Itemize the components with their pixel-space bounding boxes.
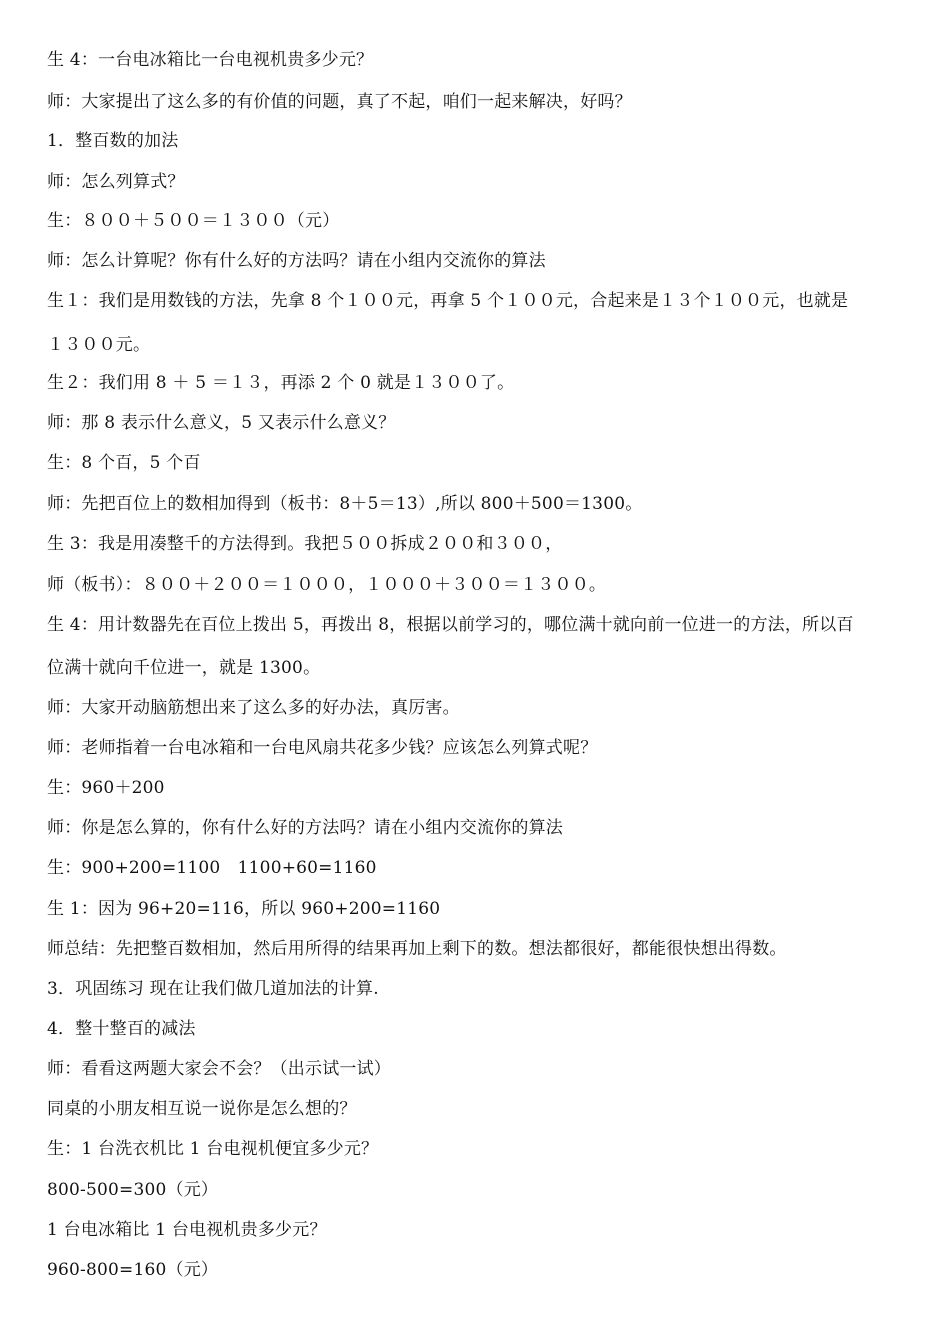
- text-line: 师：那 8 表示什么意义，5 又表示什么意义？: [47, 413, 396, 433]
- text-line: １３００元。: [47, 335, 151, 355]
- text-line: 师：怎么计算呢？你有什么好的方法吗？请在小组内交流你的算法: [47, 251, 546, 271]
- text-line: 生：960＋200: [47, 778, 165, 798]
- text-line: 师：看看这两题大家会不会？（出示试一试）: [47, 1059, 391, 1079]
- text-line: 生２：我们用 8 ＋ 5 ＝１３，再添 2 个 0 就是１３００了。: [47, 373, 515, 393]
- text-line: 师：你是怎么算的，你有什么好的方法吗？请在小组内交流你的算法: [47, 818, 563, 838]
- text-line: 师：先把百位上的数相加得到（板书：8＋5＝13）,所以 800＋500＝1300。: [47, 494, 643, 514]
- text-line: 生：900+200=1100 1100+60=1160: [47, 858, 377, 878]
- text-line: 位满十就向千位进一，就是 1300。: [47, 658, 321, 678]
- text-line: 800-500=300（元）: [47, 1180, 219, 1200]
- text-line: 生：８００＋５００＝１３００（元）: [47, 211, 340, 231]
- text-line: 师：怎么列算式？: [47, 172, 185, 192]
- text-line: 师：大家提出了这么多的有价值的问题，真了不起，咱们一起来解决，好吗？: [47, 92, 632, 112]
- text-line: 师（板书）：８００＋２００＝１０００，１０００＋３００＝１３００。: [47, 575, 607, 595]
- text-line: 生：8 个百，5 个百: [47, 453, 201, 473]
- text-line: 生 4：用计数器先在百位上拨出 5，再拨出 8，根据以前学习的，哪位满十就向前一位进一的方法，所以百: [47, 615, 854, 635]
- text-line: 师总结：先把整百数相加，然后用所得的结果再加上剩下的数。想法都很好，都能很快想出得数。: [47, 939, 787, 959]
- text-line: 960-800=160（元）: [47, 1260, 219, 1280]
- text-line: 生１：我们是用数钱的方法，先拿 8 个１００元，再拿 5 个１００元，合起来是１３个１００元，也就是: [47, 291, 849, 311]
- text-line: 师：老师指着一台电冰箱和一台电风扇共花多少钱？应该怎么列算式呢？: [47, 738, 598, 758]
- text-line: 1 台电冰箱比 1 台电视机贵多少元？: [47, 1220, 327, 1240]
- text-line: 同桌的小朋友相互说一说你是怎么想的？: [47, 1099, 357, 1119]
- text-line: 师：大家开动脑筋想出来了这么多的好办法，真厉害。: [47, 698, 460, 718]
- text-line: 生 1：因为 96+20=116，所以 960+200=1160: [47, 899, 441, 919]
- text-line: 生 3：我是用凑整千的方法得到。我把５００拆成２００和３００，: [47, 534, 563, 554]
- section-heading: 3．巩固练习 现在让我们做几道加法的计算.: [47, 979, 379, 999]
- section-heading: 1．整百数的加法: [47, 131, 179, 151]
- text-line: 生：1 台洗衣机比 1 台电视机便宜多少元？: [47, 1139, 379, 1159]
- section-heading: 4．整十整百的减法: [47, 1019, 196, 1039]
- text-line: 生 4：一台电冰箱比一台电视机贵多少元？: [47, 50, 374, 70]
